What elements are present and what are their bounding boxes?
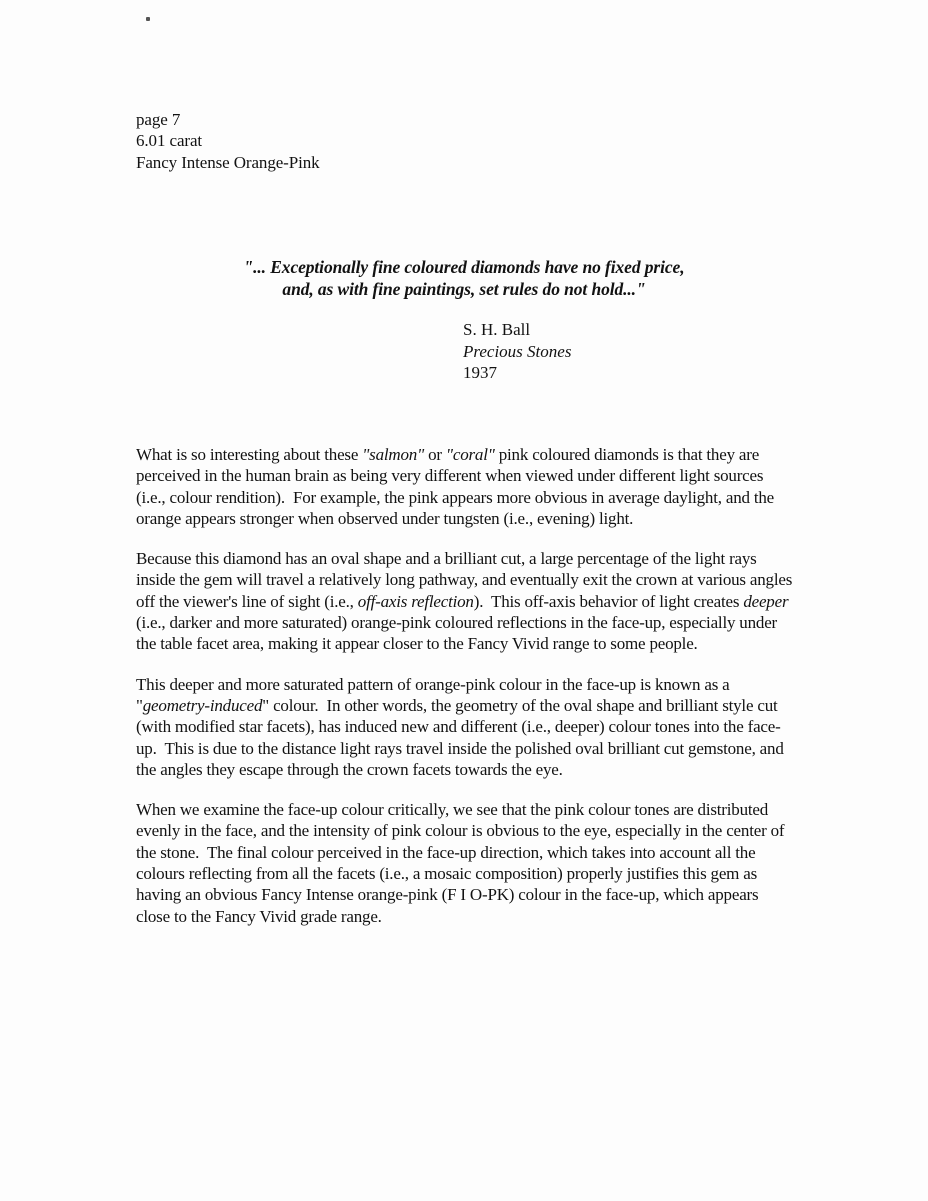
paragraph: When we examine the face-up colour critically, we see that the pink colour tones are distributed evenly in the face, and the intensity of pink colour is obvious to the eye, especially in the center of the stone. The final colour perceived in the face-up direction, which takes into account all the colours reflecting from all the facets (i.e., a mosaic composition) properly justifies this gem as having an obvious Fancy Intense orange-pink (F I O-PK) colour in the face-up, which appears close to the Fancy Vivid grade range. (136, 800, 785, 926)
attribution-source-title: Precious Stones (463, 341, 572, 361)
body-text (136, 444, 796, 946)
quote-line-2: and, as with fine paintings, set rules do not hold..." (282, 279, 646, 299)
attribution-author: S. H. Ball (463, 320, 531, 339)
scan-speck (146, 17, 150, 21)
quote-attribution (463, 319, 571, 384)
quote-line-1: "... Exceptionally fine coloured diamonds have no fixed price, (243, 257, 685, 277)
paragraph: This deeper and more saturated pattern of orange-pink colour in the face-up is known as a "geometry-induced" colour. In other words, the geometry of the oval shape and brilliant style cut (with modified star facets), has induced new and different (i.e., deeper) colour tones into the face-up. This is due to the distance light rays travel inside the polished oval brilliant cut gemstone, and the angles they escape through the crown facets towards the eye. (136, 674, 784, 779)
carat-label: 6.01 carat (136, 131, 203, 151)
paragraph: Because this diamond has an oval shape and a brilliant cut, a large percentage of the light rays inside the gem will travel a relatively long pathway, and eventually exit the crown at various angles off the viewer's line of sight (i.e., off-axis reflection). This off-axis behavior of light creates deeper (i.e., darker and more saturated) orange-pink coloured reflections in the face-up, especially under the table facet area, making it appear closer to the Fancy Vivid range to some people. (136, 549, 793, 654)
paragraph: What is so interesting about these "salmon" or "coral" pink coloured diamonds is that they are perceived in the human brain as being very different when viewed under different light sources (i.e., colour rendition). For example, the pink appears more obvious in average daylight, and the orange appears stronger when observed under tungsten (i.e., evening) light. (136, 445, 775, 528)
page-header (136, 109, 320, 173)
page-number-label: page 7 (136, 110, 181, 129)
epigraph-quote (0, 256, 928, 300)
colour-grade-label: Fancy Intense Orange-Pink (136, 152, 320, 172)
attribution-year: 1937 (463, 363, 497, 382)
